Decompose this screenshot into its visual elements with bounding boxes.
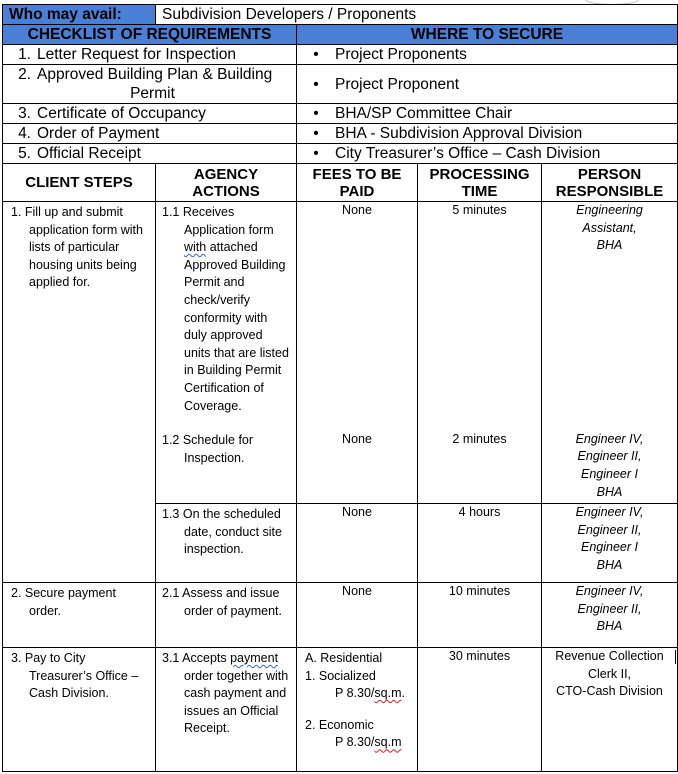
agency-action-3-1: 3.1 Accepts payment order together with cash payment and issues an Official Receipt. (156, 648, 297, 772)
fee-1-1-1-2: None None (297, 202, 418, 504)
col-client-steps: CLIENT STEPS (3, 164, 156, 202)
time-2-1: 10 minutes (418, 583, 542, 648)
time-3-1: 30 minutes (418, 648, 542, 772)
requirement-1: 1. Letter Request for Inspection (3, 45, 297, 65)
col-processing-time: PROCESSING TIME (418, 164, 542, 202)
col-fees: FEES TO BE PAID (297, 164, 418, 202)
where-2: • Project Proponent (297, 65, 678, 104)
checklist-header: CHECKLIST OF REQUIREMENTS (3, 25, 297, 45)
fee-3-1: A. Residential 1. Socialized P 8.30/sq.m. 2. Economic P 8.30/sq.m (297, 648, 418, 772)
where-3: • BHA/SP Committee Chair (297, 104, 678, 124)
requirement-3: 3. Certificate of Occupancy (3, 104, 297, 124)
where-to-secure-header: WHERE TO SECURE (297, 25, 678, 45)
steps-table (2, 163, 678, 772)
who-may-avail-label: Who may avail: (3, 5, 156, 25)
client-step-3: 3. Pay to City Treasurer’s Office – Cash Division. (3, 648, 156, 772)
agency-action-1-3: 1.3 On the scheduled date, conduct site inspection. (156, 504, 297, 583)
requirement-2: 2. Approved Building Plan & Building Permit (3, 65, 297, 104)
fee-1-3: None (297, 504, 418, 583)
requirement-5: 5. Official Receipt (3, 144, 297, 164)
person-1-3: Engineer IV, Engineer II, Engineer I BHA (542, 504, 678, 583)
person-2-1: Engineer IV, Engineer II, BHA (542, 583, 678, 648)
requirements-table (2, 4, 678, 25)
requirement-4: 4. Order of Payment (3, 124, 297, 144)
agency-action-2-1: 2.1 Assess and issue order of payment. (156, 583, 297, 648)
person-3-1: Revenue Collection Clerk II, CTO-Cash Division (542, 648, 678, 772)
client-step-2: 2. Secure payment order. (3, 583, 156, 648)
where-5: • City Treasurer’s Office – Cash Division (297, 144, 678, 164)
where-1: • Project Proponents (297, 45, 678, 65)
checklist-table (2, 24, 678, 164)
person-1-1-1-2: Engineering Assistant, BHA Engineer IV, Engineer II, Engineer I BHA (542, 202, 678, 504)
fee-2-1: None (297, 583, 418, 648)
col-person-responsible: PERSON RESPONSIBLE (542, 164, 678, 202)
who-may-avail-value: Subdivision Developers / Proponents (156, 5, 678, 25)
col-agency-actions: AGENCY ACTIONS (156, 164, 297, 202)
citizens-charter-page (2, 4, 677, 772)
time-1-3: 4 hours (418, 504, 542, 583)
text-cursor-mark (675, 650, 676, 664)
client-step-1: 1. Fill up and submit application form with lists of particular housing units being applied for. (3, 202, 156, 583)
where-4: • BHA - Subdivision Approval Division (297, 124, 678, 144)
agency-action-1-1-1-2: 1.1 Receives Application form with attached Approved Building Permit and check/verify conformity with duly approved units that are listed in Building Permit Certification of Coverage. 1.2 Schedule for Inspection. (156, 202, 297, 504)
time-1-1-1-2: 5 minutes 2 minutes (418, 202, 542, 504)
